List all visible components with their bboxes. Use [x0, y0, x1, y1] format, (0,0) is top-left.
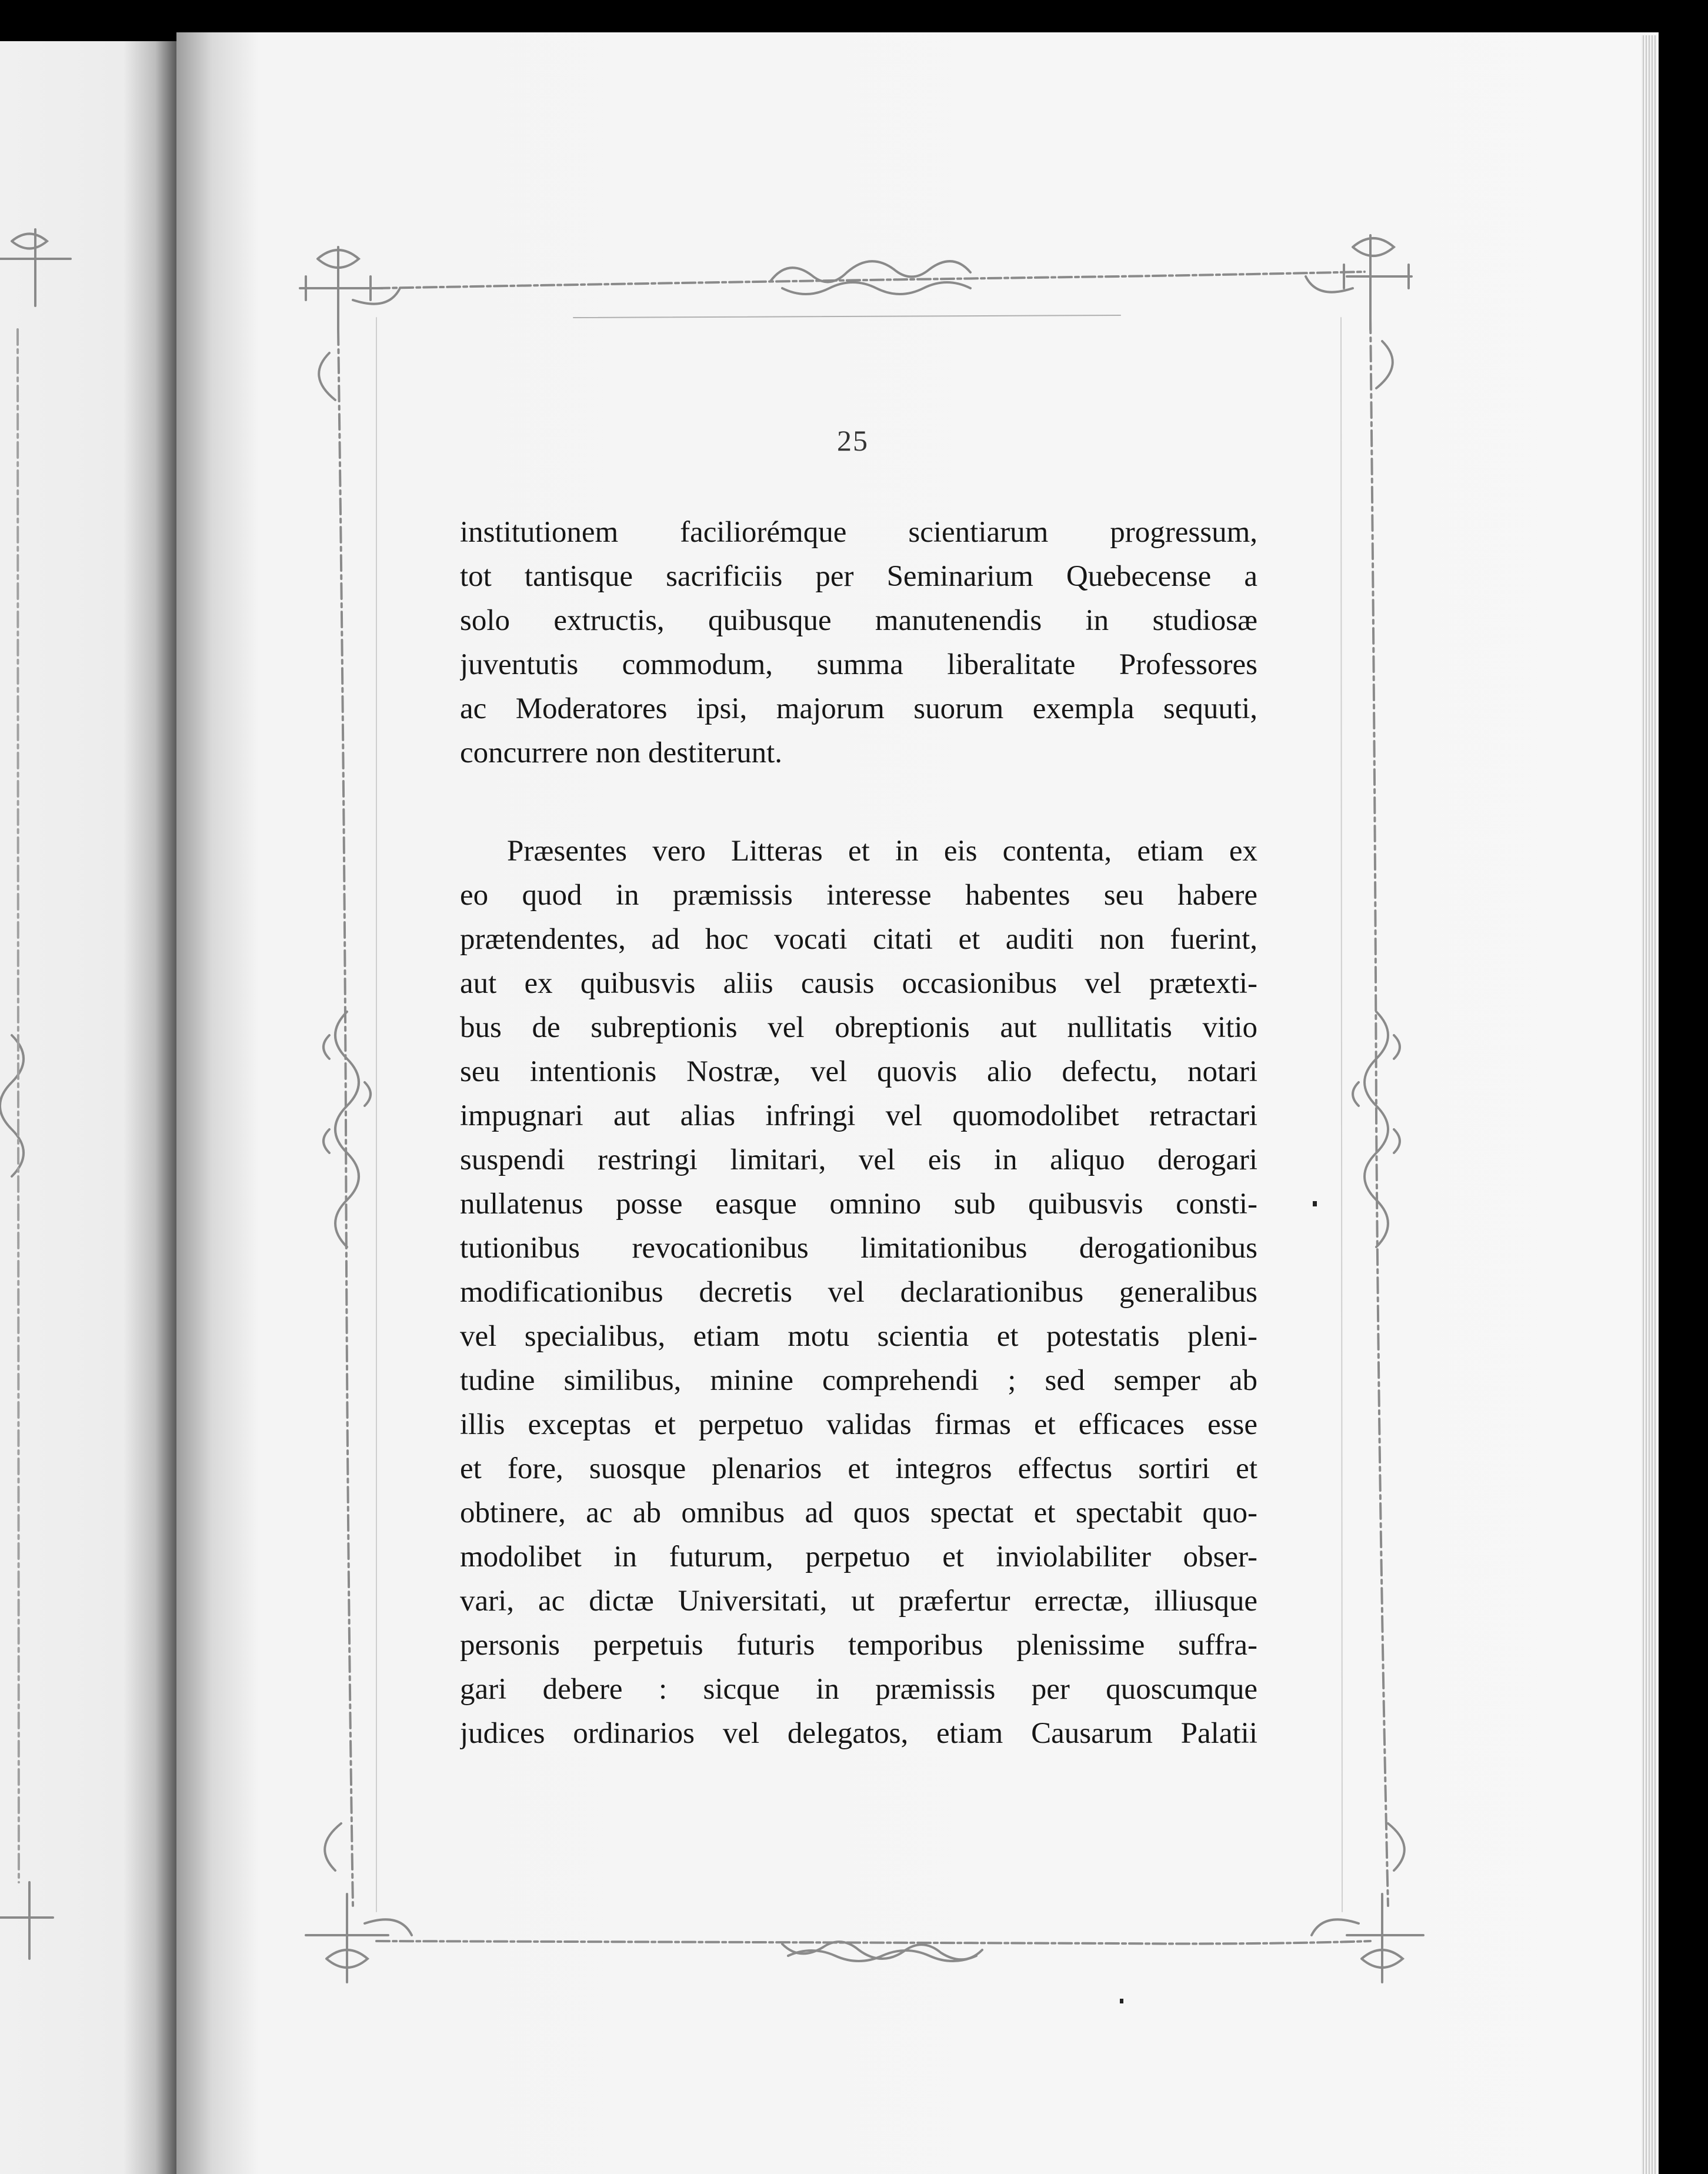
paragraph-2	[460, 829, 1257, 1756]
text-line: suspendi restringi limitari, vel eis in aliquo derogari	[460, 1143, 1257, 1176]
text-line: illis exceptas et perpetuo validas firmas et efficaces esse	[460, 1408, 1257, 1441]
paragraph-1	[460, 511, 1257, 775]
text-line: personis perpetuis futuris temporibus plenissime suffra-	[460, 1629, 1257, 1662]
text-line: concurrere non destiterunt.	[460, 736, 783, 769]
text-line: judices ordinarios vel delegatos, etiam Causarum Palatii	[460, 1717, 1257, 1750]
text-line: solo extructis, quibusque manutenendis in studiosæ	[460, 604, 1257, 637]
text-line: tot tantisque sacrificiis per Seminarium Quebecense a	[460, 560, 1257, 593]
text-line: prætendentes, ad hoc vocati citati et auditi non fuerint,	[460, 923, 1257, 956]
text-line: vari, ac dictæ Universitati, ut præfertur errectæ, illiusque	[460, 1585, 1257, 1618]
text-line: vel specialibus, etiam motu scientia et potestatis pleni-	[460, 1320, 1257, 1353]
page-number: 25	[837, 424, 869, 457]
text-line: juventutis commodum, summa liberalitate Professores	[460, 648, 1257, 681]
text-line: bus de subreptionis vel obreptionis aut nullitatis vitio	[460, 1011, 1257, 1044]
text-line: tutionibus revocationibus limitationibus derogationibus	[460, 1232, 1257, 1265]
text-line: gari debere : sicque in præmissis per quoscumque	[460, 1673, 1257, 1706]
text-line: seu intentionis Nostræ, vel quovis alio defectu, notari	[460, 1055, 1257, 1088]
text-line: impugnari aut alias infringi vel quomodolibet retractari	[460, 1099, 1257, 1132]
text-line: institutionem faciliorémque scientiarum progressum,	[460, 516, 1257, 549]
text-line: Præsentes vero Litteras et in eis contenta, etiam ex	[507, 835, 1257, 868]
text-line: eo quod in præmissis interesse habentes seu habere	[460, 879, 1257, 912]
text-line: et fore, suosque plenarios et integros effectus sortiri et	[460, 1452, 1257, 1485]
text-line: nullatenus posse easque omnino sub quibusvis consti-	[460, 1188, 1257, 1221]
text-line: modolibet in futurum, perpetuo et inviolabiliter obser-	[460, 1541, 1257, 1573]
text-line: aut ex quibusvis aliis causis occasionibus vel prætexti-	[460, 967, 1257, 1000]
text-line: tudine similibus, minine comprehendi ; sed semper ab	[460, 1364, 1257, 1397]
text-line: obtinere, ac ab omnibus ad quos spectat et spectabit quo-	[460, 1496, 1257, 1529]
text-line: ac Moderatores ipsi, majorum suorum exempla sequuti,	[460, 692, 1257, 725]
text-line: modificationibus decretis vel declarationibus generalibus	[460, 1276, 1257, 1309]
